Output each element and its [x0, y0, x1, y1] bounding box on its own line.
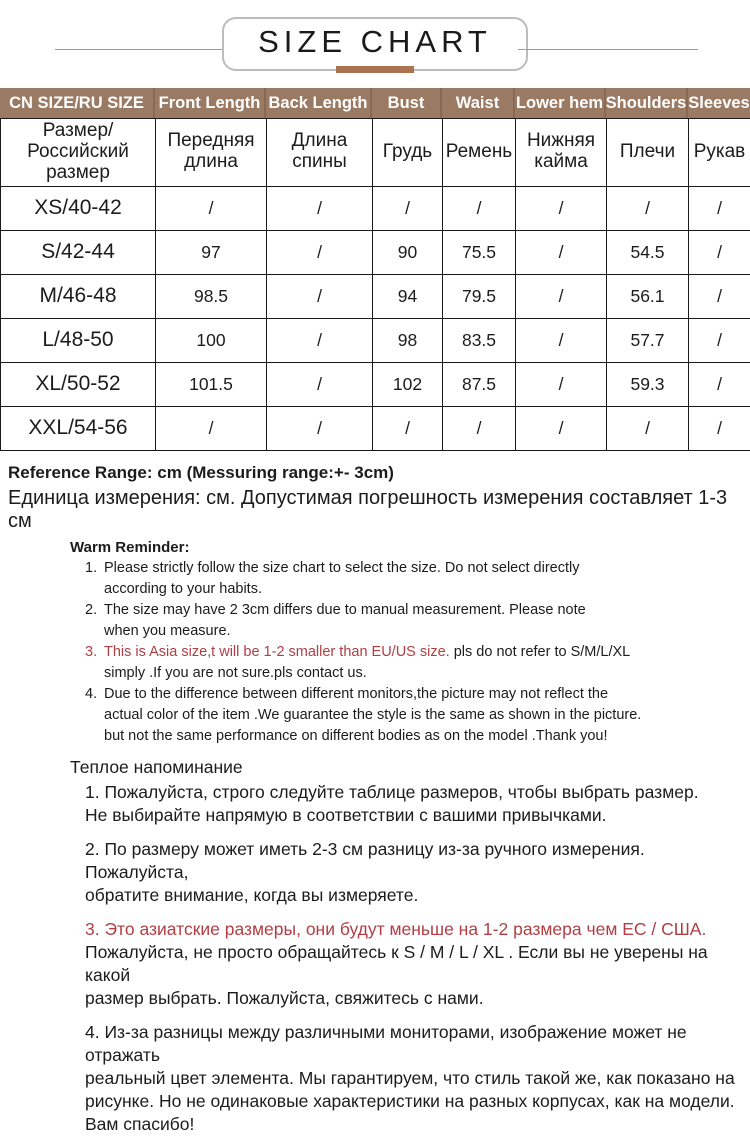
- item-number: 2.: [85, 600, 104, 642]
- size-label: S/42-44: [1, 230, 156, 274]
- list-item: 3. Это азиатские размеры, они будут меньше на 1-2 размера чем ЕС / США. Пожалуйста, не просто обращайтесь к S / M / L / XL . Если вы не уверены на какой размер выбрать. Пожалуйста, свяжитесь с нами.: [85, 918, 740, 1010]
- table-cell: /: [516, 274, 607, 318]
- table-row: [1, 186, 750, 230]
- col-header-sleeves: Sleeves: [688, 88, 750, 118]
- table-cell: /: [689, 230, 750, 274]
- size-label: L/48-50: [1, 318, 156, 362]
- table-row: [1, 362, 750, 406]
- col-header-lower-hem: Lower hem: [515, 88, 606, 118]
- table-cell: /: [267, 230, 373, 274]
- table-cell: 94: [373, 274, 443, 318]
- table-cell: /: [373, 406, 443, 450]
- table-row: [1, 274, 750, 318]
- table-cell: 98: [373, 318, 443, 362]
- list-item: 1. Пожалуйста, строго следуйте таблице размеров, чтобы выбрать размер. Не выбирайте напрямую в соответствии с вашими привычками.: [85, 781, 740, 827]
- table-cell: 90: [373, 230, 443, 274]
- table-cell: /: [516, 230, 607, 274]
- table-cell: 79.5: [443, 274, 516, 318]
- table-cell: /: [689, 318, 750, 362]
- size-label: XXL/54-56: [1, 406, 156, 450]
- col-header-ru-bust: Грудь: [373, 119, 443, 187]
- table-row: [1, 318, 750, 362]
- col-header-ru-waist: Ремень: [443, 119, 516, 187]
- table-cell: /: [516, 318, 607, 362]
- table-cell: 101.5: [156, 362, 267, 406]
- list-item: 2. The size may have 2 3cm differs due to manual measurement. Please note when you measure.: [85, 600, 710, 642]
- table-cell: /: [607, 186, 689, 230]
- table-cell: 87.5: [443, 362, 516, 406]
- table-cell: 75.5: [443, 230, 516, 274]
- table-cell: /: [516, 406, 607, 450]
- table-cell: /: [373, 186, 443, 230]
- col-header-ru-shoulders: Плечи: [607, 119, 689, 187]
- col-header-waist: Waist: [442, 88, 515, 118]
- table-cell: /: [516, 186, 607, 230]
- warm-reminder-title-en: Warm Reminder:: [70, 539, 750, 556]
- warm-reminder-list-ru: [85, 781, 740, 1136]
- col-header-size: CN SIZE/RU SIZE: [0, 88, 155, 118]
- size-label: M/46-48: [1, 274, 156, 318]
- col-header-back-length: Back Length: [266, 88, 372, 118]
- col-header-shoulders: Shoulders: [606, 88, 688, 118]
- size-label: XL/50-52: [1, 362, 156, 406]
- col-header-ru-back-length: Длина спины: [267, 119, 373, 187]
- title-divider-left: [55, 49, 235, 50]
- table-cell: 97: [156, 230, 267, 274]
- table-cell: 98.5: [156, 274, 267, 318]
- list-item: 4. Из-за разницы между различными мониторами, изображение может не отражать реальный цвет элемента. Мы гарантируем, что стиль такой же, как показано на рисунке. Но не одинаковые характеристики на разных корпусах, как на модели. Вам спасибо!: [85, 1021, 740, 1136]
- item-number: 1.: [85, 558, 104, 600]
- col-header-ru-sleeves: Рукав: [689, 119, 750, 187]
- table-cell: 59.3: [607, 362, 689, 406]
- table-cell: /: [267, 186, 373, 230]
- table-header-row: [0, 88, 750, 118]
- list-item: 3. This is Asia size,t will be 1-2 smaller than EU/US size. pls do not refer to S/M/L/XL simply .If you are not sure.pls contact us.: [85, 642, 710, 684]
- title-box: [222, 17, 528, 71]
- table-cell: 57.7: [607, 318, 689, 362]
- table-cell: /: [689, 406, 750, 450]
- title-divider-right: [518, 49, 698, 50]
- table-cell: /: [156, 406, 267, 450]
- table-cell: /: [156, 186, 267, 230]
- reference-range-en: Reference Range: cm (Messuring range:+- 3cm): [8, 463, 750, 483]
- item-number: 3.: [85, 642, 104, 684]
- item-number: 4.: [85, 684, 104, 747]
- list-item: 4. Due to the difference between different monitors,the picture may not reflect the actual color of the item .We guarantee the style is the same as shown in the picture. but not the same performance on different bodies as on the model .Thank you!: [85, 684, 710, 747]
- table-cell: 56.1: [607, 274, 689, 318]
- table-cell: /: [443, 406, 516, 450]
- table-cell: 83.5: [443, 318, 516, 362]
- table-cell: /: [516, 362, 607, 406]
- table-cell: /: [267, 406, 373, 450]
- table-cell: 54.5: [607, 230, 689, 274]
- size-table: [0, 118, 750, 451]
- table-header-row-ru: [1, 119, 750, 187]
- reference-range-ru: Единица измерения: см. Допустимая погрешность измерения составляет 1-3 см: [8, 487, 750, 533]
- asia-size-warning-ru: 3. Это азиатские размеры, они будут меньше на 1-2 размера чем ЕС / США.: [85, 918, 740, 941]
- table-cell: 102: [373, 362, 443, 406]
- table-cell: 100: [156, 318, 267, 362]
- table-cell: /: [267, 318, 373, 362]
- title-accent-bar: [336, 66, 414, 73]
- table-cell: /: [607, 406, 689, 450]
- col-header-front-length: Front Length: [155, 88, 266, 118]
- list-item: 2. По размеру может иметь 2-3 см разницу из-за ручного измерения. Пожалуйста, обратите внимание, когда вы измеряете.: [85, 838, 740, 907]
- page-title: SIZE CHART: [258, 24, 492, 60]
- table-row: [1, 406, 750, 450]
- warm-reminder-title-ru: Теплое напоминание: [70, 757, 750, 778]
- warm-reminder-list-en: [85, 558, 710, 747]
- list-item: 1. Please strictly follow the size chart to select the size. Do not select directly according to your habits.: [85, 558, 710, 600]
- table-cell: /: [689, 186, 750, 230]
- size-label: XS/40-42: [1, 186, 156, 230]
- table-cell: /: [689, 362, 750, 406]
- table-cell: /: [689, 274, 750, 318]
- col-header-bust: Bust: [372, 88, 442, 118]
- table-cell: /: [267, 362, 373, 406]
- col-header-ru-size: Размер/Российский размер: [1, 119, 156, 187]
- asia-size-warning: This is Asia size,t will be 1-2 smaller than EU/US size.: [104, 644, 450, 660]
- col-header-ru-lower-hem: Нижняя кайма: [516, 119, 607, 187]
- table-cell: /: [267, 274, 373, 318]
- col-header-ru-front-length: Передняя длина: [156, 119, 267, 187]
- table-row: [1, 230, 750, 274]
- size-chart-header: [0, 0, 750, 88]
- table-cell: /: [443, 186, 516, 230]
